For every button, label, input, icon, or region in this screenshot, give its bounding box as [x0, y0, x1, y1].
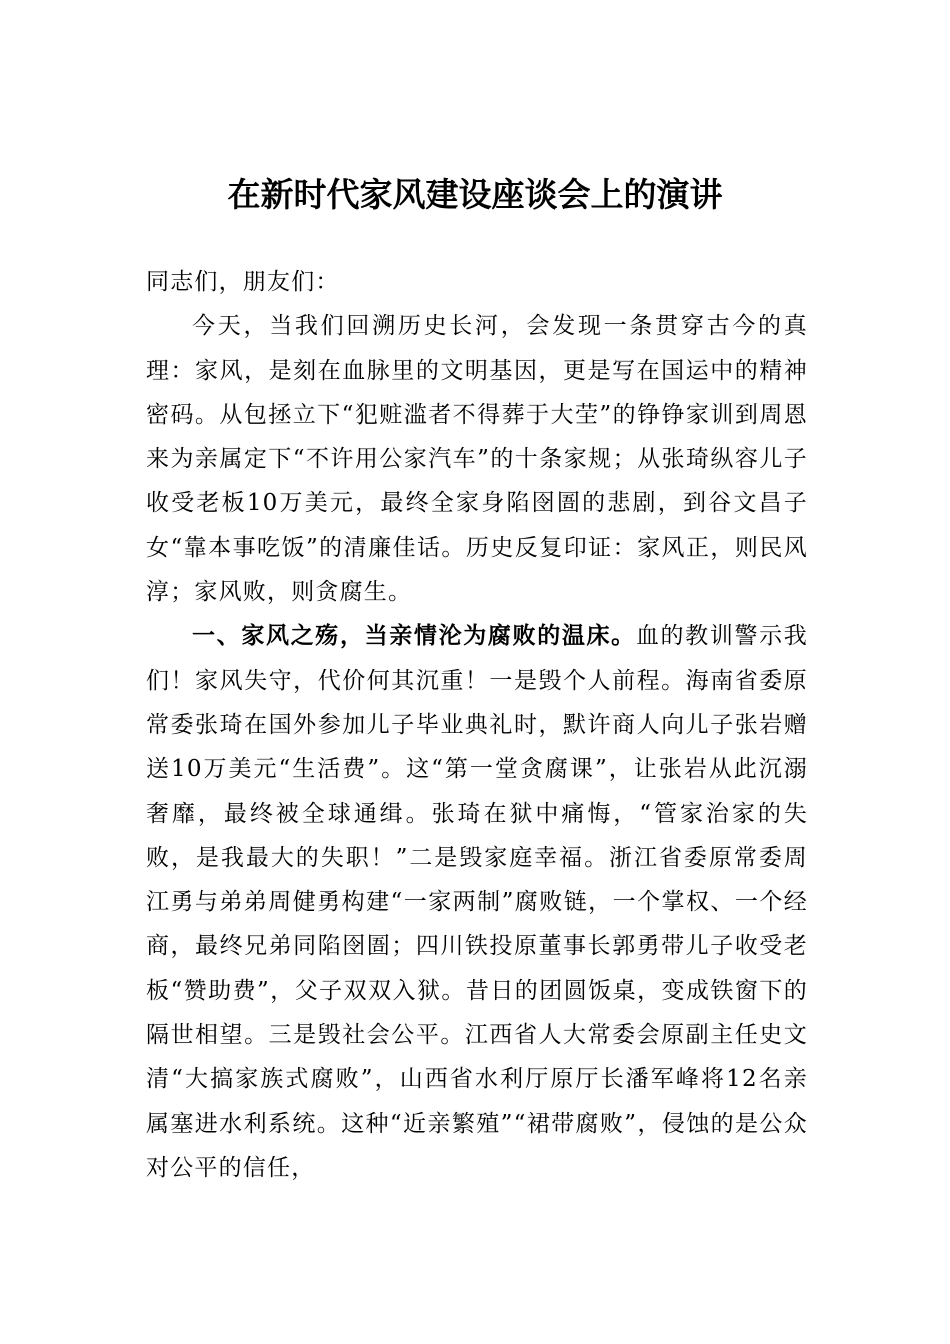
paragraph-intro: 今天，当我们回溯历史长河，会发现一条贯穿古今的真理：家风，是刻在血脉里的文明基因，更是写在国运中的精神密码。从包拯立下“犯赃滥者不得葬于大茔”的铮铮家训到周恩来为亲属定下“不许用公家汽车”的十条家规；从张琦纵容儿子收受老板10万美元，最终全家身陷囹圄的悲剧，到谷文昌子女“靠本事吃饭”的清廉佳话。历史反复印证：家风正，则民风淳；家风败，则贪腐生。	[146, 313, 808, 606]
paragraph-section-1	[146, 614, 808, 1190]
salutation: 同志们，朋友们：	[146, 269, 340, 295]
section-1-heading: 一、家风之殇，当亲情沦为腐败的温床。	[192, 623, 636, 650]
document-body	[146, 260, 808, 1190]
document-title: 在新时代家风建设座谈会上的演讲	[227, 175, 723, 214]
section-1-text: 血的教训警示我们！家风失守，代价何其沉重！一是毁个人前程。海南省委原常委张琦在国外参加儿子毕业典礼时，默许商人向儿子张岩赠送10万美元“生活费”。这“第一堂贪腐课”，让张岩从此沉溺奢靡，最终被全球通缉。张琦在狱中痛悔，“管家治家的失败，是我最大的失职！”二是毁家庭幸福。浙江省委原常委周江勇与弟弟周健勇构建“一家两制”腐败链，一个掌权、一个经商，最终兄弟同陷囹圄；四川铁投原董事长郭勇带儿子收受老板“赞助费”，父子双双入狱。昔日的团圆饭桌，变成铁窗下的隔世相望。三是毁社会公平。江西省人大常委会原副主任史文清“大搞家族式腐败”，山西省水利厅原厅长潘军峰将12名亲属塞进水利系统。这种“近亲繁殖”“裙带腐败”，侵蚀的是公众对公平的信任，	[146, 623, 808, 1181]
